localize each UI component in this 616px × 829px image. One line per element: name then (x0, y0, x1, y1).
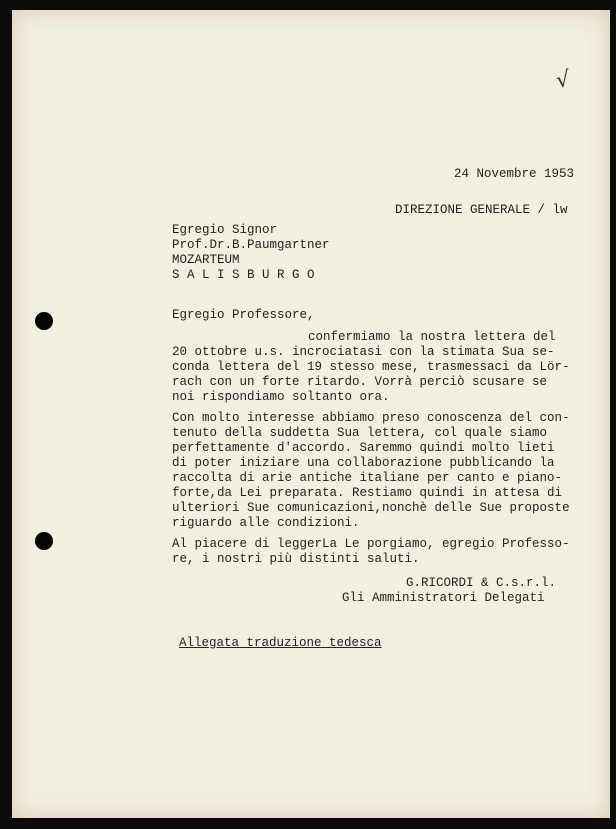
address-line: Prof.Dr.B.Paumgartner (172, 238, 330, 252)
body-line: Al piacere di leggerLa Le porgiamo, egregio Professo- (172, 537, 570, 551)
body-line: conda lettera del 19 stesso mese, trasmessaci da Lör- (172, 360, 570, 374)
address-line: Egregio Signor (172, 223, 278, 237)
enclosure-note: Allegata traduzione tedesca (179, 636, 382, 650)
body-line: rach con un forte ritardo. Vorrà perciò scusare se (172, 375, 548, 389)
body-line: ulteriori Sue comunicazioni,nonchè delle Sue proposte (172, 501, 570, 515)
body-line: 20 ottobre u.s. incrociatasi con la stimata Sua se- (172, 345, 555, 359)
body-line: Con molto interesse abbiamo preso conoscenza del con- (172, 411, 570, 425)
body-line: raccolta di arie antiche italiane per canto e piano- (172, 471, 563, 485)
letter-date: 24 Novembre 1953 (454, 167, 575, 181)
letter-page (12, 10, 610, 818)
address-line: S A L I S B U R G O (172, 268, 315, 282)
signature-title: Gli Amministratori Delegati (342, 591, 545, 605)
salutation: Egregio Professore, (172, 308, 315, 322)
body-line: di poter iniziare una collaborazione pubblicando la (172, 456, 555, 470)
punch-hole-bottom (35, 532, 53, 550)
body-line: perfettamente d'accordo. Saremmo quindi molto lieti (172, 441, 555, 455)
address-line: MOZARTEUM (172, 253, 240, 267)
body-line: tenuto della suddetta Sua lettera, col quale siamo (172, 426, 548, 440)
punch-hole-top (35, 312, 53, 330)
signature-company: G.RICORDI & C.s.r.l. (406, 576, 557, 590)
body-line: re, i nostri più distinti saluti. (172, 552, 420, 566)
body-line: noi rispondiamo soltanto ora. (172, 390, 390, 404)
body-line: forte,da Lei preparata. Restiamo quindi in attesa di (172, 486, 563, 500)
department-reference: DIREZIONE GENERALE / lw (395, 203, 568, 217)
body-line: riguardo alle condizioni. (172, 516, 360, 530)
body-line: confermiamo la nostra lettera del (308, 330, 556, 344)
handwritten-check-mark: √ (554, 67, 572, 94)
